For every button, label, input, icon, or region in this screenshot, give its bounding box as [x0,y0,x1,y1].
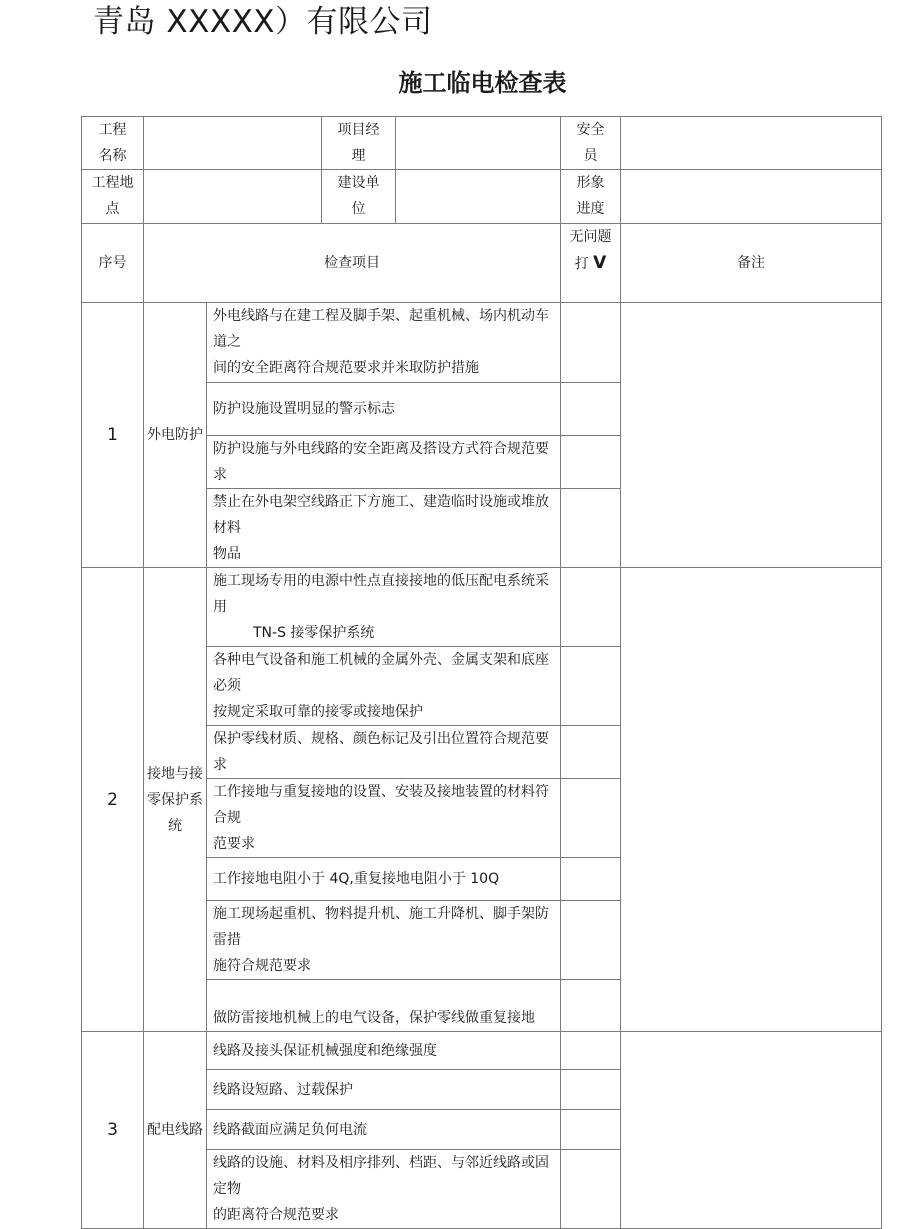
remark-cell[interactable] [621,303,882,568]
check-cell[interactable] [561,647,621,726]
column-header-row [82,224,882,303]
check-cell[interactable] [561,1150,621,1229]
check-cell[interactable] [561,779,621,858]
check-cell[interactable] [561,858,621,901]
check-item: 禁止在外电架空线路正下方施工、建造临时设施或堆放材料 物品 [207,489,561,568]
document-title: 施工临电检查表 [398,69,567,97]
check-item: 防护设施设置明显的警示标志 [207,383,561,436]
info-row-location [82,170,882,224]
label-project-manager: 项目经 理 [322,117,396,170]
check-item: 线路及接头保证机械强度和绝缘强度 [207,1032,561,1070]
check-item: 施工现场起重机、物料提升机、施工升降机、脚手架防雷措 施符合规范要求 [207,901,561,980]
col-header-remark: 备注 [621,224,882,303]
section-category: 接地与接 零保护系 统 [144,568,207,1032]
company-name: 青岛 XXXXX）有限公司 [93,4,433,40]
check-cell[interactable] [561,1070,621,1110]
check-cell[interactable] [561,383,621,436]
check-cell[interactable] [561,303,621,383]
section-category: 外电防护 [144,303,207,568]
value-project-name[interactable] [144,117,322,170]
check-cell[interactable] [561,436,621,489]
check-cell[interactable] [561,726,621,779]
check-item: 工作接地电阻小于 4Q,重复接地电阻小于 10Q [207,858,561,901]
section-number: 3 [82,1032,144,1229]
label-construction-unit: 建设单 位 [322,170,396,224]
check-item: 施工现场专用的电源中性点直接接地的低压配电系统采用 TN-S 接零保护系统 [207,568,561,647]
check-cell[interactable] [561,568,621,647]
value-progress[interactable] [621,170,882,224]
col-header-no: 序号 [82,224,144,303]
remark-cell[interactable] [621,568,882,1032]
check-cell[interactable] [561,1110,621,1150]
remark-cell[interactable] [621,1032,882,1229]
check-cell[interactable] [561,901,621,980]
label-progress: 形象 进度 [561,170,621,224]
col-header-item: 检查项目 [144,224,561,303]
check-item: 各种电气设备和施工机械的金属外壳、金属支架和底座必须 按规定采取可靠的接零或接地保护 [207,647,561,726]
check-item: 线路的设施、材料及相序排列、档距、与邻近线路或固定物 的距离符合规范要求 [207,1150,561,1229]
value-safety-officer[interactable] [621,117,882,170]
inspection-table [81,116,882,1229]
check-cell[interactable] [561,980,621,1032]
check-item: 外电线路与在建工程及脚手架、起重机械、场内机动车道之 间的安全距离符合规范要求并米取防护措施 [207,303,561,383]
table-row [82,568,882,647]
section-category: 配电线路 [144,1032,207,1229]
value-project-location[interactable] [144,170,322,224]
table-row [82,1032,882,1070]
label-project-name: 工程 名称 [82,117,144,170]
check-cell[interactable] [561,1032,621,1070]
value-construction-unit[interactable] [396,170,561,224]
info-row-project [82,117,882,170]
check-item: 防护设施与外电线路的安全距离及搭设方式符合规范要求 [207,436,561,489]
label-project-location: 工程地 点 [82,170,144,224]
col-header-check: 无问题 打 V [561,224,621,303]
section-number: 1 [82,303,144,568]
check-mark-icon: V [593,253,607,273]
table-row [82,303,882,383]
value-project-manager[interactable] [396,117,561,170]
section-number: 2 [82,568,144,1032]
check-item: 做防雷接地机械上的电气设备，保护零线做重复接地 [207,980,561,1032]
label-safety-officer: 安全 员 [561,117,621,170]
check-item: 工作接地与重复接地的设置、安装及接地装置的材料符合规 范要求 [207,779,561,858]
check-cell[interactable] [561,489,621,568]
check-item: 线路截面应满足负何电流 [207,1110,561,1150]
check-item: 线路设短路、过载保护 [207,1070,561,1110]
check-item: 保护零线材质、规格、颜色标记及引出位置符合规范要求 [207,726,561,779]
